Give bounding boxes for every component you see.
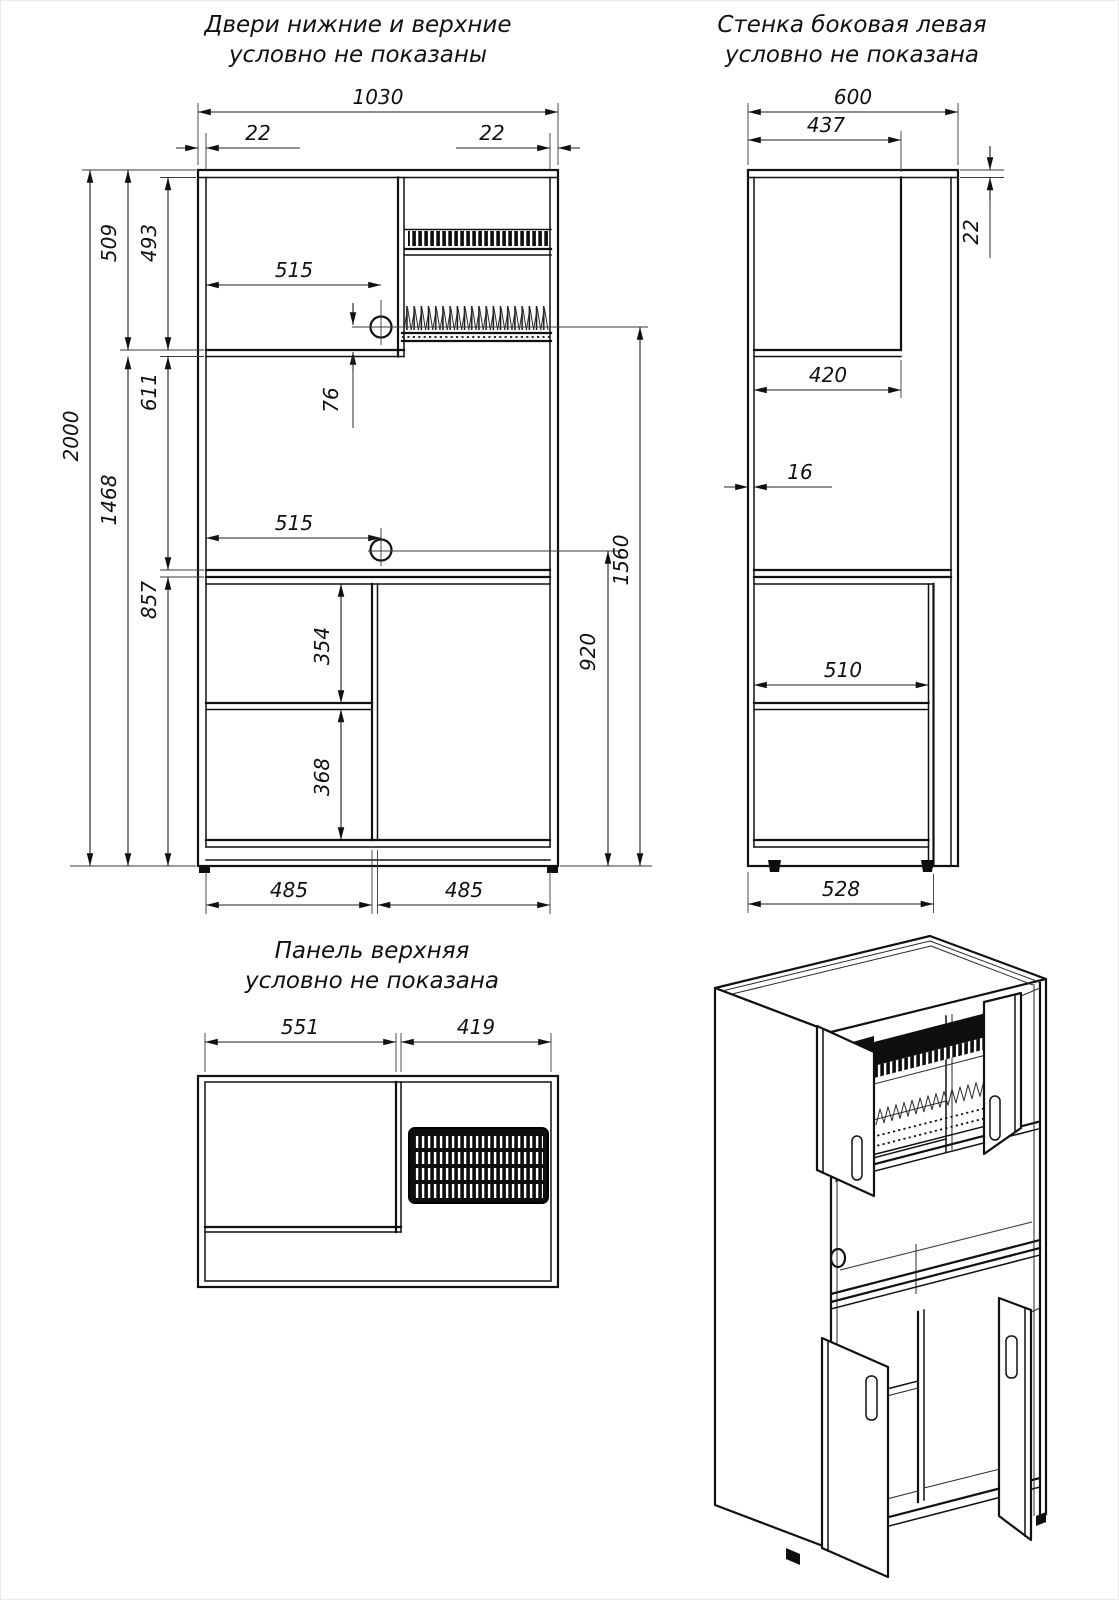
dim-top-551: 551 — [280, 1015, 320, 1039]
dim-side-22: 22 — [959, 219, 983, 245]
side-foot-front — [768, 860, 781, 872]
dim-side-528: 528 — [821, 877, 861, 901]
dim-front-1468: 1468 — [97, 474, 121, 526]
iso-door-upper-left — [817, 1026, 874, 1196]
dim-front-515-middle: 515 — [274, 511, 314, 535]
iso-handle-lower-right — [1006, 1336, 1017, 1378]
iso-door-lower-right — [999, 1298, 1031, 1540]
top-view-title-line1: Панель верхняя — [274, 938, 470, 964]
dim-top-419: 419 — [456, 1015, 496, 1039]
dim-front-493: 493 — [137, 223, 161, 263]
front-foot-right — [547, 866, 558, 873]
dim-front-76: 76 — [319, 387, 343, 413]
dim-front-920: 920 — [576, 632, 600, 672]
side-view-title-line2: условно не показана — [724, 42, 980, 68]
front-foot-left — [199, 866, 210, 873]
front-view-title-line1: Двери нижние и верхние — [204, 12, 512, 38]
dim-front-515-upper: 515 — [274, 258, 314, 282]
iso-left-panel — [715, 988, 831, 1549]
dim-front-857: 857 — [137, 580, 161, 620]
dim-side-510: 510 — [823, 658, 863, 682]
iso-handle-lower-left — [866, 1376, 877, 1420]
front-view-title-line2: условно не показаны — [228, 42, 488, 68]
top-view-basket — [409, 1128, 548, 1203]
dim-side-600: 600 — [833, 85, 873, 109]
dim-side-420: 420 — [808, 363, 848, 387]
dim-side-16: 16 — [787, 460, 813, 484]
dim-front-485-right: 485 — [444, 878, 484, 902]
dim-front-1030: 1030 — [352, 85, 404, 109]
dim-front-1560: 1560 — [609, 534, 633, 586]
dim-front-354: 354 — [310, 626, 334, 666]
dim-front-22-right: 22 — [479, 121, 505, 145]
iso-handle-upper-right — [990, 1096, 1000, 1140]
side-view-title-line1: Стенка боковая левая — [717, 12, 987, 38]
top-view-title-line2: условно не показана — [244, 968, 500, 994]
dim-front-22-left: 22 — [245, 121, 271, 145]
side-foot-back — [921, 860, 934, 872]
dim-front-368: 368 — [310, 757, 334, 797]
dim-front-611: 611 — [137, 372, 161, 412]
dim-front-485-left: 485 — [269, 878, 309, 902]
iso-handle-upper-left — [852, 1136, 862, 1180]
iso-door-lower-left — [822, 1338, 888, 1577]
dim-front-2000: 2000 — [59, 410, 83, 462]
dim-side-437: 437 — [806, 113, 846, 137]
dim-front-509: 509 — [97, 223, 121, 263]
